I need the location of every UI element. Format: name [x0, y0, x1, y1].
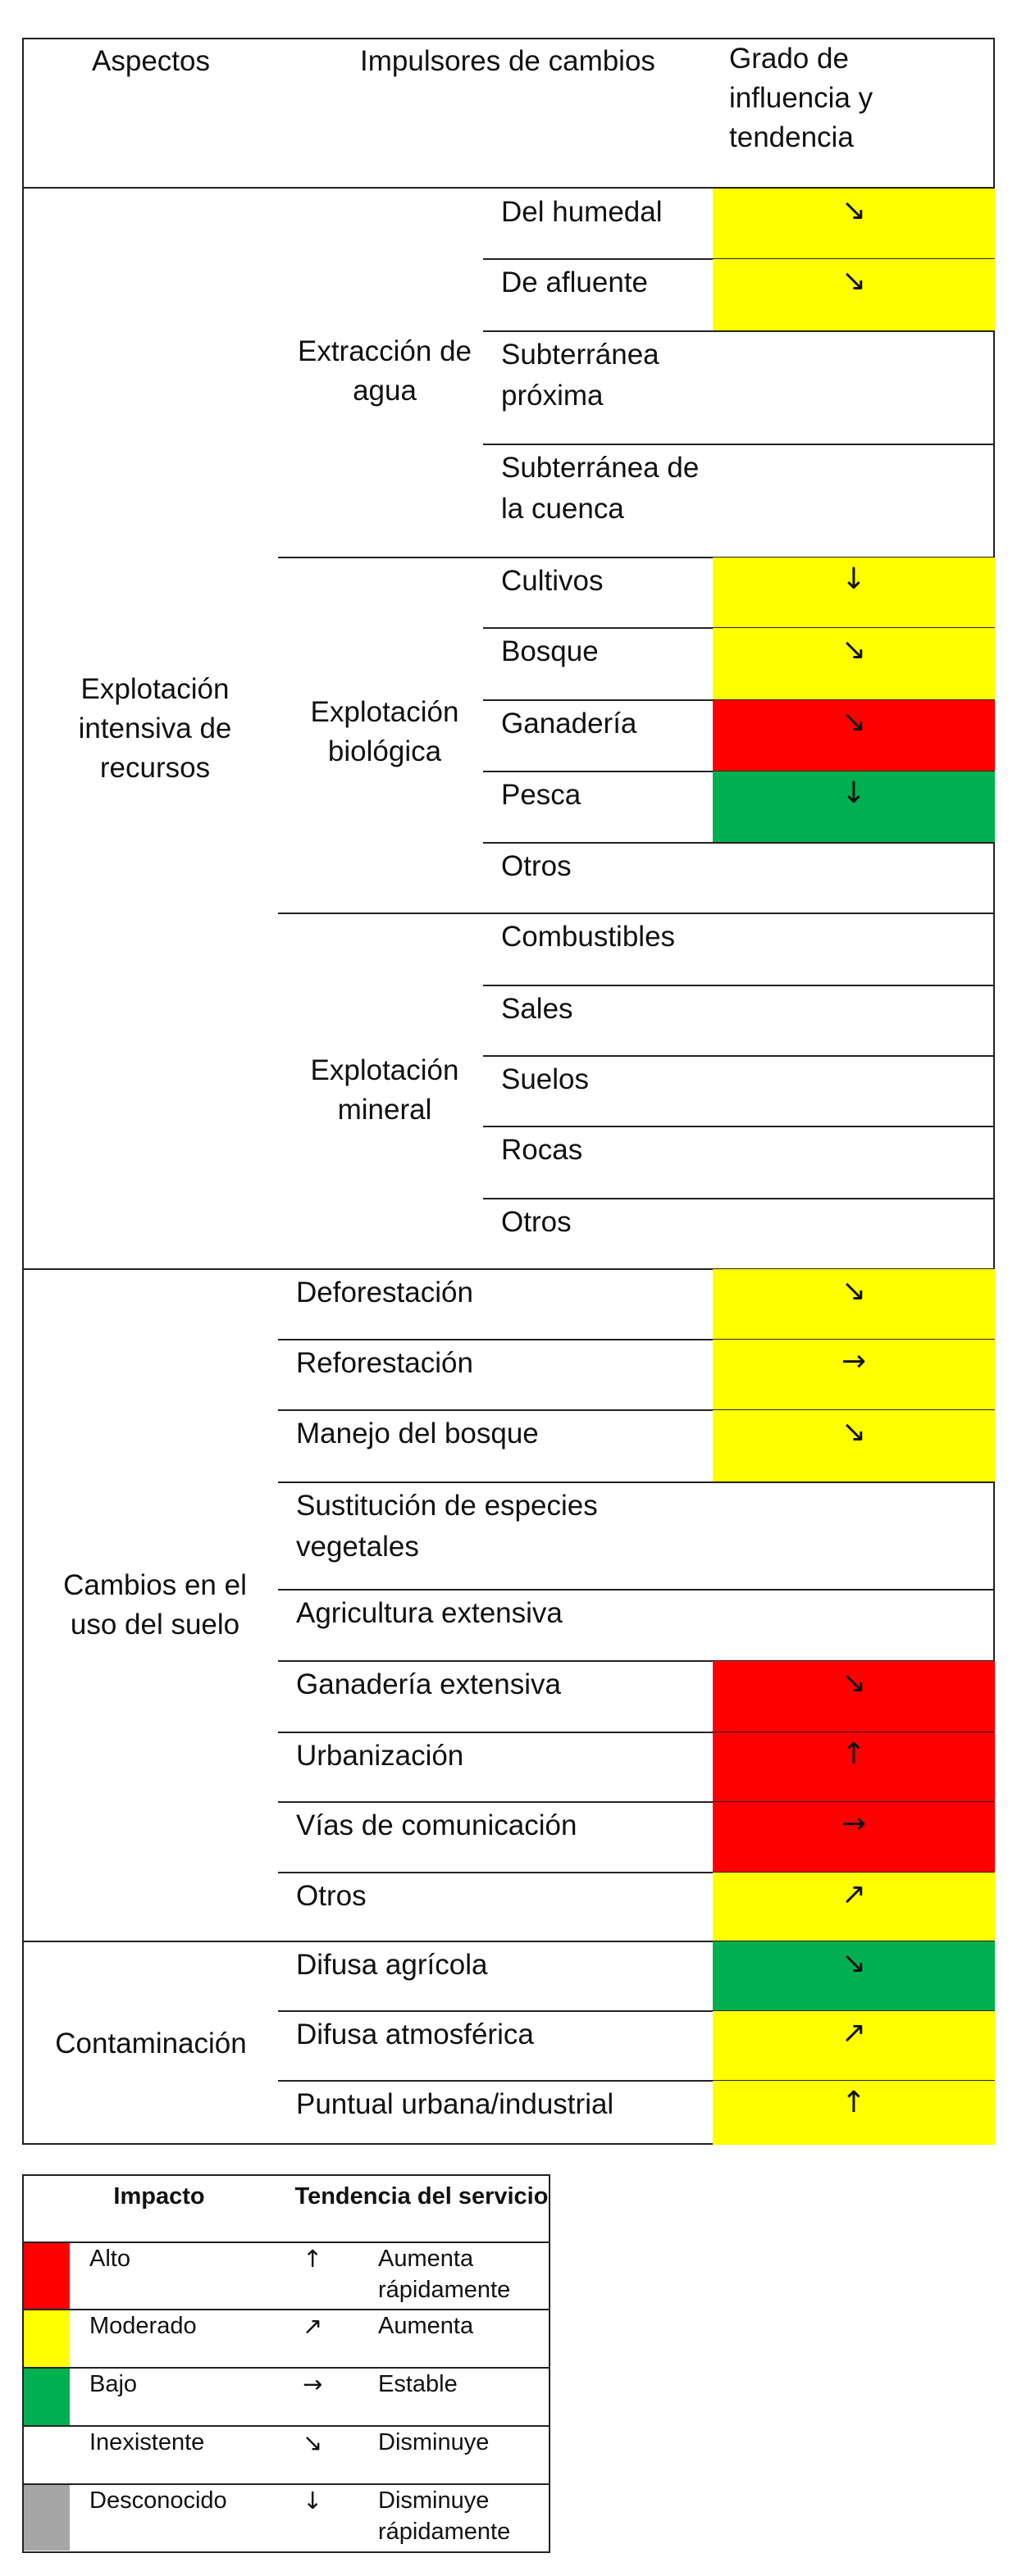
legend-impact-label: Alto [89, 2246, 130, 2272]
drivers-table [22, 38, 995, 2145]
legend-impact-label: Moderado [89, 2313, 197, 2339]
legend-trend-symbol-icon: → [303, 2370, 323, 2398]
trend-arrow-icon: ↘ [841, 1415, 867, 1449]
header-grado: Grado de influencia y tendencia [729, 43, 873, 153]
trend-arrow-icon: → [841, 1345, 867, 1378]
driver-label: Deforestación [296, 1277, 473, 1308]
driver-label: Vías de comunicación [296, 1809, 577, 1841]
driver-label: Pesca [501, 779, 581, 811]
legend-impact-label: Desconocido [89, 2487, 227, 2514]
driver-label: Combustibles [501, 921, 676, 953]
aspect-contaminacion: Contaminación [55, 2028, 247, 2059]
trend-arrow-icon: ↓ [841, 562, 867, 596]
group-explotacion-mineral: Explotación mineral [310, 1054, 459, 1126]
driver-label: Sustitución de especies vegetales [296, 1490, 598, 1563]
driver-label: Rocas [501, 1134, 583, 1166]
driver-label: Difusa agrícola [296, 1949, 488, 1981]
legend-trend-symbol-icon: ↑ [303, 2245, 323, 2273]
aspect-explotacion: Explotación intensiva de recursos [78, 673, 232, 784]
trend-arrow-icon: ↗ [841, 2016, 867, 2050]
aspect-cambios: Cambios en el uso del suelo [63, 1569, 247, 1641]
driver-label: Subterránea de la cuenca [501, 452, 700, 525]
legend-trend-header: Tendencia del servicio [294, 2183, 549, 2210]
driver-label: Suelos [501, 1063, 590, 1095]
driver-label: Otros [296, 1880, 367, 1912]
driver-label: Bosque [501, 635, 599, 667]
driver-label: Otros [501, 850, 572, 882]
legend-swatch [24, 2427, 70, 2483]
legend-impact-header: Impacto [113, 2183, 205, 2210]
legend-trend-symbol-icon: ↘ [303, 2428, 323, 2456]
legend-impact-label: Bajo [89, 2371, 138, 2397]
trend-arrow-icon: ↑ [841, 1737, 867, 1771]
trend-arrow-icon: ↘ [841, 193, 867, 227]
group-extraccion-agua: Extracción de agua [297, 335, 472, 407]
trend-arrow-icon: → [841, 1807, 867, 1841]
driver-label: Manejo del bosque [296, 1418, 539, 1450]
driver-label: Otros [501, 1206, 572, 1238]
trend-arrow-icon: ↘ [841, 1274, 867, 1308]
legend-impact-label: Inexistente [89, 2429, 205, 2455]
legend [22, 2174, 550, 2553]
legend-trend-symbol-icon: ↗ [303, 2312, 323, 2340]
driver-label: Reforestación [296, 1347, 473, 1379]
trend-arrow-icon: ↘ [841, 264, 867, 298]
driver-label: Subterránea próxima [501, 339, 659, 412]
legend-trend-symbol-icon: ↓ [303, 2487, 323, 2515]
legend-trend-label: Disminuye [378, 2429, 490, 2455]
trend-arrow-icon: ↓ [841, 776, 867, 810]
driver-label: Ganadería [501, 708, 637, 740]
legend-swatch [24, 2369, 70, 2425]
header-impulsores: Impulsores de cambios [360, 45, 655, 77]
legend-swatch [24, 2243, 70, 2309]
trend-arrow-icon: ↘ [841, 1666, 867, 1700]
trend-arrow-icon: ↑ [841, 2086, 867, 2119]
trend-arrow-icon: ↘ [841, 705, 867, 739]
driver-label: Cultivos [501, 565, 604, 597]
legend-swatch [24, 2485, 70, 2551]
legend-trend-label: Aumenta rápidamente [378, 2246, 511, 2303]
driver-label: Ganadería extensiva [296, 1668, 561, 1700]
driver-label: De afluente [501, 266, 649, 298]
driver-label: Sales [501, 993, 573, 1025]
driver-label: Difusa atmosférica [296, 2018, 534, 2050]
driver-label: Urbanización [296, 1740, 464, 1772]
legend-trend-label: Estable [378, 2371, 458, 2397]
header-aspectos: Aspectos [92, 45, 210, 77]
driver-label: Del humedal [501, 196, 663, 228]
legend-trend-label: Disminuye rápidamente [378, 2487, 511, 2545]
driver-label: Puntual urbana/industrial [296, 2088, 614, 2120]
group-explotacion-biologica: Explotación biológica [310, 696, 459, 767]
trend-arrow-icon: ↘ [841, 633, 867, 667]
trend-arrow-icon: ↗ [841, 1877, 867, 1911]
legend-trend-label: Aumenta [378, 2313, 474, 2339]
driver-label: Agricultura extensiva [296, 1597, 563, 1629]
legend-swatch [24, 2310, 70, 2367]
trend-arrow-icon: ↘ [841, 1946, 867, 1980]
